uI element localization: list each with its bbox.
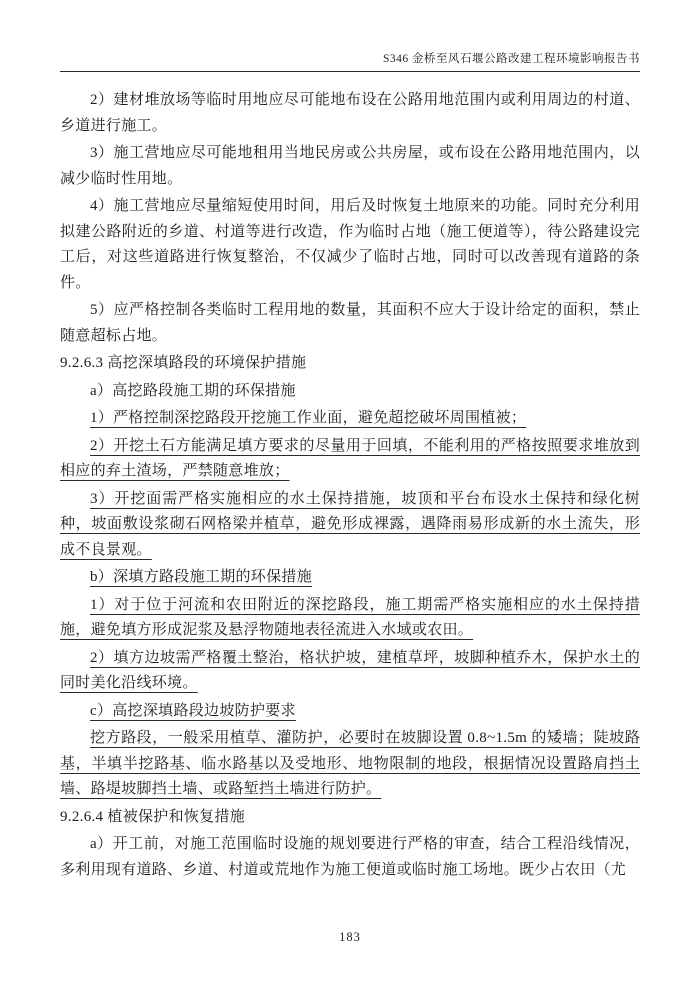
- page-footer: [0, 928, 700, 946]
- page-header: [60, 0, 640, 72]
- page-number: 183: [339, 930, 361, 944]
- section-heading: 9.2.6.4 植被保护和恢复措施: [60, 808, 246, 825]
- paragraph: 2）建材堆放场等临时用地应尽可能地布设在公路用地范围内或利用周边的村道、乡道进行施工。: [60, 92, 640, 134]
- paragraph: 5）应严格控制各类临时工程用地的数量，其面积不应大于设计给定的面积，禁止随意超标占地。: [60, 302, 640, 344]
- paragraph: 1）对于位于河流和农田附近的深挖路段，施工期需严格实施相应的水土保持措施，避免填方形成泥浆及悬浮物随地表径流进入水域或农田。: [60, 596, 640, 638]
- header-rule: [60, 71, 640, 72]
- paragraph: 2）开挖土石方能满足填方要求的尽量用于回填，不能利用的严格按照要求堆放到相应的弃土渣场，严禁随意堆放；: [60, 437, 640, 479]
- paragraph: a）高挖路段施工期的环保措施: [90, 382, 296, 399]
- paragraph: c）高挖深填路段边坡防护要求: [90, 702, 296, 719]
- paragraph: a）开工前，对施工范围临时设施的规划要进行严格的审查，结合工程沿线情况，多利用现有道路、乡道、村道或荒地作为施工便道或临时施工场地。既少占农田（尤: [60, 836, 640, 878]
- paragraph: 挖方路段，一般采用植草、灌防护，必要时在坡脚设置 0.8~1.5m 的矮墙；陡坡路基，半填半挖路基、临水路基以及受地形、地物限制的地段，根据情况设置路肩挡土墙、路堤坡脚挡土墙、或路堑挡土墙进行防护。: [60, 730, 640, 797]
- paragraph: 3）施工营地应尽可能地租用当地民房或公共房屋，或布设在公路用地范围内，以减少临时性用地。: [60, 145, 640, 187]
- report-title: S346 金桥至风石堰公路改建工程环境影响报告书: [382, 53, 640, 65]
- paragraph: 1）严格控制深挖路段开挖施工作业面，避免超挖破坏周围植被；: [90, 410, 527, 426]
- paragraph: 2）填方边坡需严格覆土整治，格状护坡，建植草坪，坡脚种植乔木，保护水土的同时美化沿线环境。: [60, 649, 640, 691]
- paragraph: 3）开挖面需严格实施相应的水土保持措施，坡顶和平台布设水土保持和绿化树种，坡面敷设浆砌石网格梁并植草，避免形成裸露，遇降雨易形成新的水土流失，形成不良景观。: [60, 490, 640, 558]
- section-heading: 9.2.6.3 高挖深填路段的环境保护措施: [60, 355, 307, 371]
- paragraph: b）深填方路段施工期的环保措施: [90, 569, 313, 585]
- paragraph: 4）施工营地应尽量缩短使用时间，用后及时恢复土地原来的功能。同时充分利用拟建公路附近的乡道、村道等进行改造，作为临时占地（施工便道等），待公路建设完工后，对这些道路进行恢复整治，不仅减少了临时占地，同时可以改善现有道路的条件。: [60, 198, 640, 291]
- document-body: [60, 88, 640, 883]
